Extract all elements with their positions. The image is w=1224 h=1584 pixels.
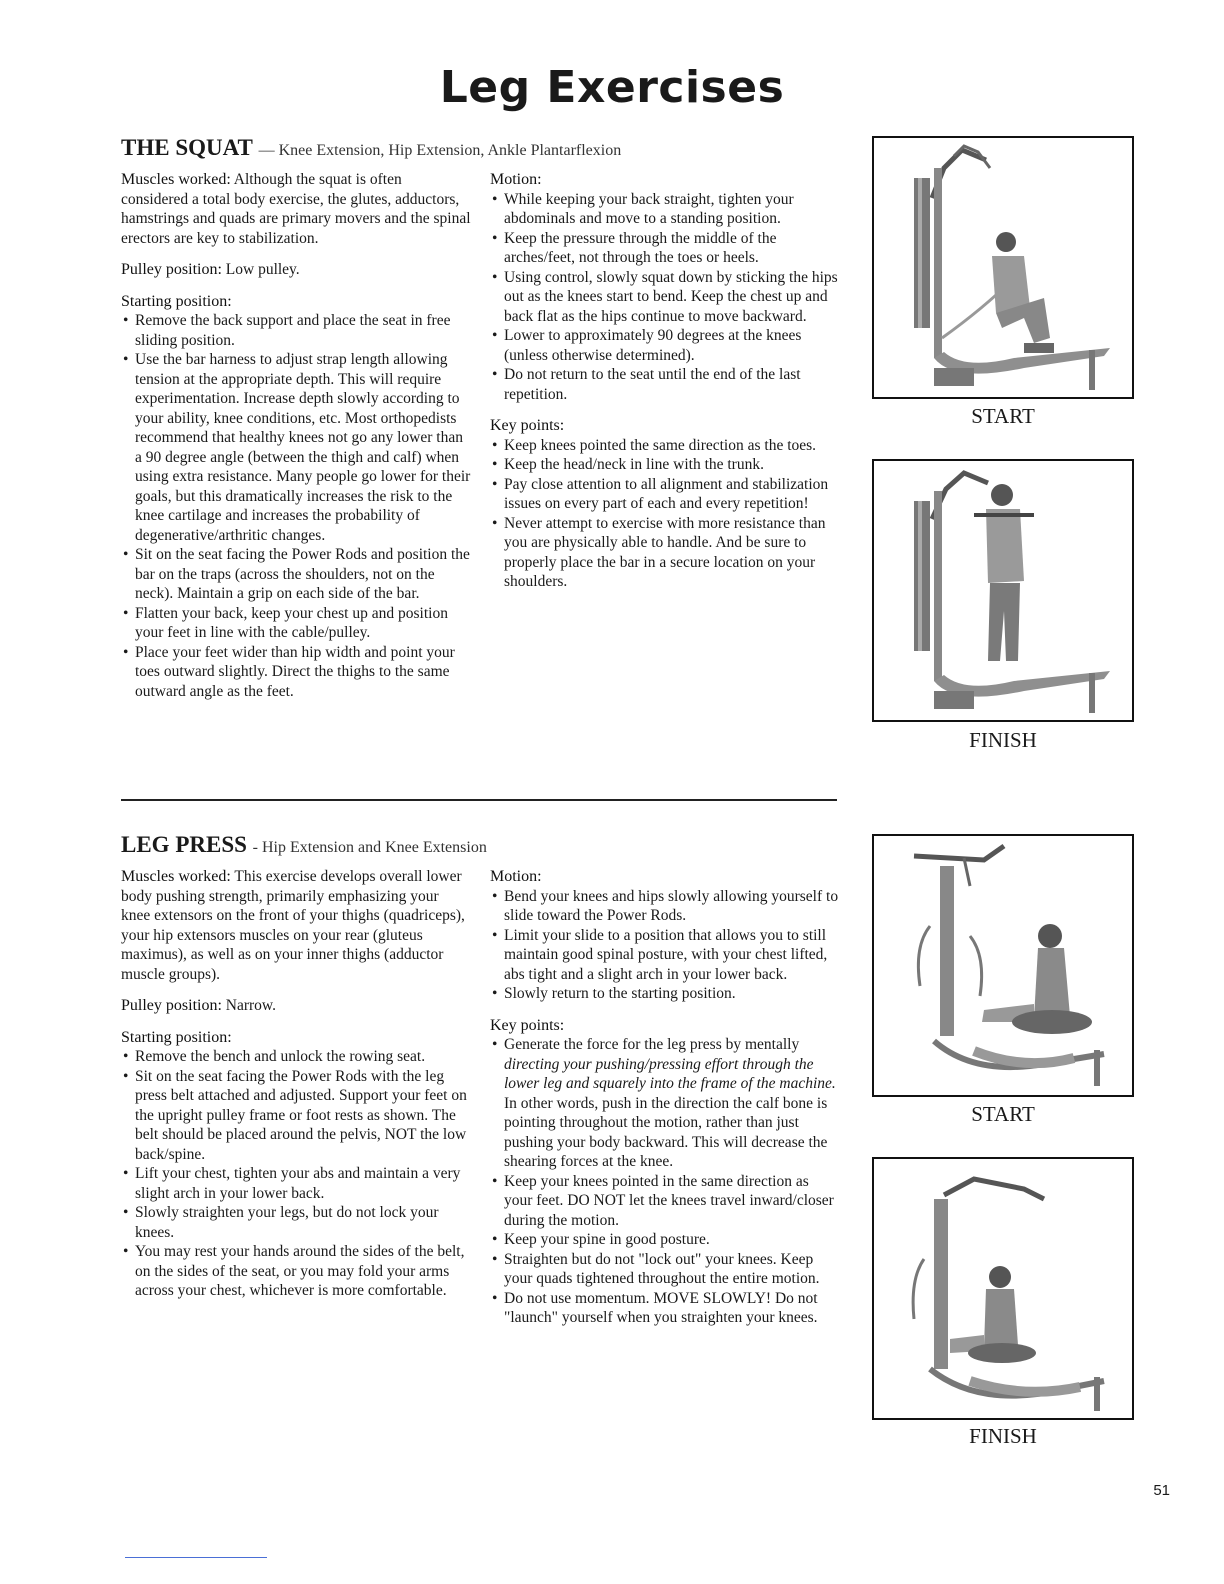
- key-text-pre: Generate the force for the leg press by mentally: [504, 1036, 800, 1053]
- list-item: • Flatten your back, keep your chest up and position your feet in line with the cable/pulley.: [121, 604, 471, 643]
- squat-motion-label: Motion:: [490, 171, 542, 188]
- key-text-post: In other words, push in the direction the calf bone is pointing throughout the motion, rather than just pushing your body backward. This will decrease the shearing forces at the knee.: [504, 1094, 828, 1170]
- footer-line: [125, 1557, 267, 1558]
- squat-start-illustration: [874, 138, 1132, 397]
- list-item: • Use the bar harness to adjust strap length allowing tension at the appropriate depth. This will require experimentation. Increase depth slowly according to your ability, knee conditions, etc. Most orthopedists recommend that healthy knees not go any lower than a 90 degree angle (between the thigh and calf) when using extra resistance. Many people go lower for their goals, but this dramatically increases the risk to the knee cartilage and increases the probability of degenerative/arthritic changes.: [121, 350, 471, 545]
- legpress-starting-label: Starting position:: [121, 1028, 232, 1046]
- squat-start-photo: [872, 136, 1134, 399]
- squat-muscles-label: Muscles worked:: [121, 171, 231, 188]
- legpress-heading: [121, 831, 841, 862]
- legpress-starting-list: [121, 1047, 471, 1301]
- legpress-section: [121, 831, 841, 1326]
- squat-pulley-text: Low pulley.: [225, 261, 300, 278]
- squat-muscles-text: Although the squat is often considered a total body exercise, the glutes, adductors, hamstrings and quads are primary movers and the spinal erectors are key to stabilization.: [121, 171, 471, 247]
- squat-finish-photo: [872, 459, 1134, 722]
- squat-pulley: [121, 260, 471, 280]
- page-number: 51: [1153, 1482, 1170, 1499]
- squat-starting-list: [121, 311, 471, 701]
- list-item: • Remove the bench and unlock the rowing seat.: [121, 1047, 471, 1067]
- legpress-key-label: Key points:: [490, 1016, 565, 1034]
- legpress-title: LEG PRESS: [121, 832, 247, 857]
- squat-key-label: Key points:: [490, 417, 565, 434]
- list-item: • Limit your slide to a position that allows you to still maintain good spinal posture, with your chest lifted, abs tight and a slight arch in your lower back.: [490, 926, 840, 985]
- list-item: • Using control, slowly squat down by sticking the hips out as the knees start to bend. Keep the chest up and back flat as the hips continue to move backward.: [490, 268, 840, 327]
- list-item: • Keep knees pointed the same direction as the toes.: [490, 436, 840, 456]
- legpress-start-caption: START: [971, 1102, 1035, 1126]
- squat-finish-caption: FINISH: [969, 728, 1037, 752]
- legpress-pulley: [121, 996, 471, 1016]
- squat-left-column: [121, 170, 471, 713]
- list-item: • Sit on the seat facing the Power Rods and position the bar on the traps (across the shoulders, not on the neck). Maintain a grip on each side of the bar.: [121, 545, 471, 604]
- list-item: • Lower to approximately 90 degrees at the knees (unless otherwise determined).: [490, 326, 840, 365]
- legpress-pulley-text: Narrow.: [225, 997, 276, 1014]
- legpress-left-column: [121, 867, 471, 1313]
- legpress-start-illustration: [874, 836, 1132, 1095]
- list-item: • Keep your spine in good posture.: [490, 1230, 840, 1250]
- page-title: Leg Exercises: [439, 62, 785, 113]
- legpress-muscles-label: Muscles worked:: [121, 868, 231, 885]
- list-item: • Do not use momentum. MOVE SLOWLY! Do not "launch" yourself when you straighten your knees.: [490, 1289, 840, 1328]
- list-item: • Place your feet wider than hip width and point your toes outward slightly. Direct the thighs to the same outward angle as the feet.: [121, 643, 471, 702]
- list-item: • Do not return to the seat until the end of the last repetition.: [490, 365, 840, 404]
- legpress-muscles-text: This exercise develops overall lower body pushing strength, primarily emphasizing your knee extensors on the front of your thighs (quadriceps), your hip extensors muscles on your rear (gluteus maximus), as well as on your inner thighs (adductor muscle groups).: [121, 868, 465, 983]
- squat-finish-illustration: [874, 461, 1132, 720]
- squat-muscles: [121, 170, 471, 248]
- list-item: • Pay close attention to all alignment and stabilization issues on every part of each and every repetition!: [490, 475, 840, 514]
- section-divider: [121, 799, 837, 801]
- legpress-finish-photo: [872, 1157, 1134, 1420]
- legpress-finish-illustration: [874, 1159, 1132, 1418]
- legpress-finish-caption: FINISH: [969, 1424, 1037, 1448]
- list-item: • Lift your chest, tighten your abs and maintain a very slight arch in your lower back.: [121, 1164, 471, 1203]
- legpress-subtitle: - Hip Extension and Knee Extension: [252, 839, 487, 856]
- list-item: • Slowly straighten your legs, but do not lock your knees.: [121, 1203, 471, 1242]
- squat-title: THE SQUAT: [121, 135, 253, 160]
- list-item: • Keep the head/neck in line with the trunk.: [490, 455, 840, 475]
- legpress-right-column: [490, 867, 840, 1340]
- squat-section: [121, 134, 841, 700]
- list-item: • Sit on the seat facing the Power Rods with the leg press belt attached and adjusted. Support your feet on the upright pulley frame or foot rests as shown. The belt should be placed around the pelvis, NOT the low back/spine.: [121, 1067, 471, 1165]
- legpress-key-list: [490, 1035, 840, 1328]
- legpress-pulley-label: Pulley position:: [121, 997, 222, 1014]
- squat-pulley-label: Pulley position:: [121, 261, 222, 278]
- legpress-motion-list: [490, 887, 840, 1004]
- squat-right-column: [490, 170, 840, 604]
- legpress-muscles: [121, 867, 471, 984]
- squat-starting-label: Starting position:: [121, 292, 232, 310]
- list-item: [490, 1035, 840, 1172]
- list-item: • You may rest your hands around the sides of the belt, on the sides of the seat, or you may fold your arms across your chest, whichever is more comfortable.: [121, 1242, 471, 1301]
- list-item: • Slowly return to the starting position.: [490, 984, 840, 1004]
- list-item: • Keep the pressure through the middle of the arches/feet, not through the toes or heels.: [490, 229, 840, 268]
- key-text-emphasis: directing your pushing/pressing effort through the lower leg and squarely into the frame of the machine.: [504, 1055, 836, 1092]
- squat-key-list: [490, 436, 840, 592]
- list-item: • Bend your knees and hips slowly allowing yourself to slide toward the Power Rods.: [490, 887, 840, 926]
- list-item: • Never attempt to exercise with more resistance than you are physically able to handle. And be sure to properly place the bar in a secure location on your shoulders.: [490, 514, 840, 592]
- list-item: • Straighten but do not "lock out" your knees. Keep your quads tightened throughout the entire motion.: [490, 1250, 840, 1289]
- squat-subtitle: — Knee Extension, Hip Extension, Ankle Plantarflexion: [258, 142, 622, 159]
- list-item: • While keeping your back straight, tighten your abdominals and move to a standing position.: [490, 190, 840, 229]
- squat-heading: [121, 134, 841, 165]
- list-item: • Remove the back support and place the seat in free sliding position.: [121, 311, 471, 350]
- squat-motion-list: [490, 190, 840, 405]
- list-item: • Keep your knees pointed in the same direction as your feet. DO NOT let the knees travel inward/closer during the motion.: [490, 1172, 840, 1231]
- squat-start-caption: START: [971, 404, 1035, 428]
- legpress-start-photo: [872, 834, 1134, 1097]
- legpress-motion-label: Motion:: [490, 868, 542, 885]
